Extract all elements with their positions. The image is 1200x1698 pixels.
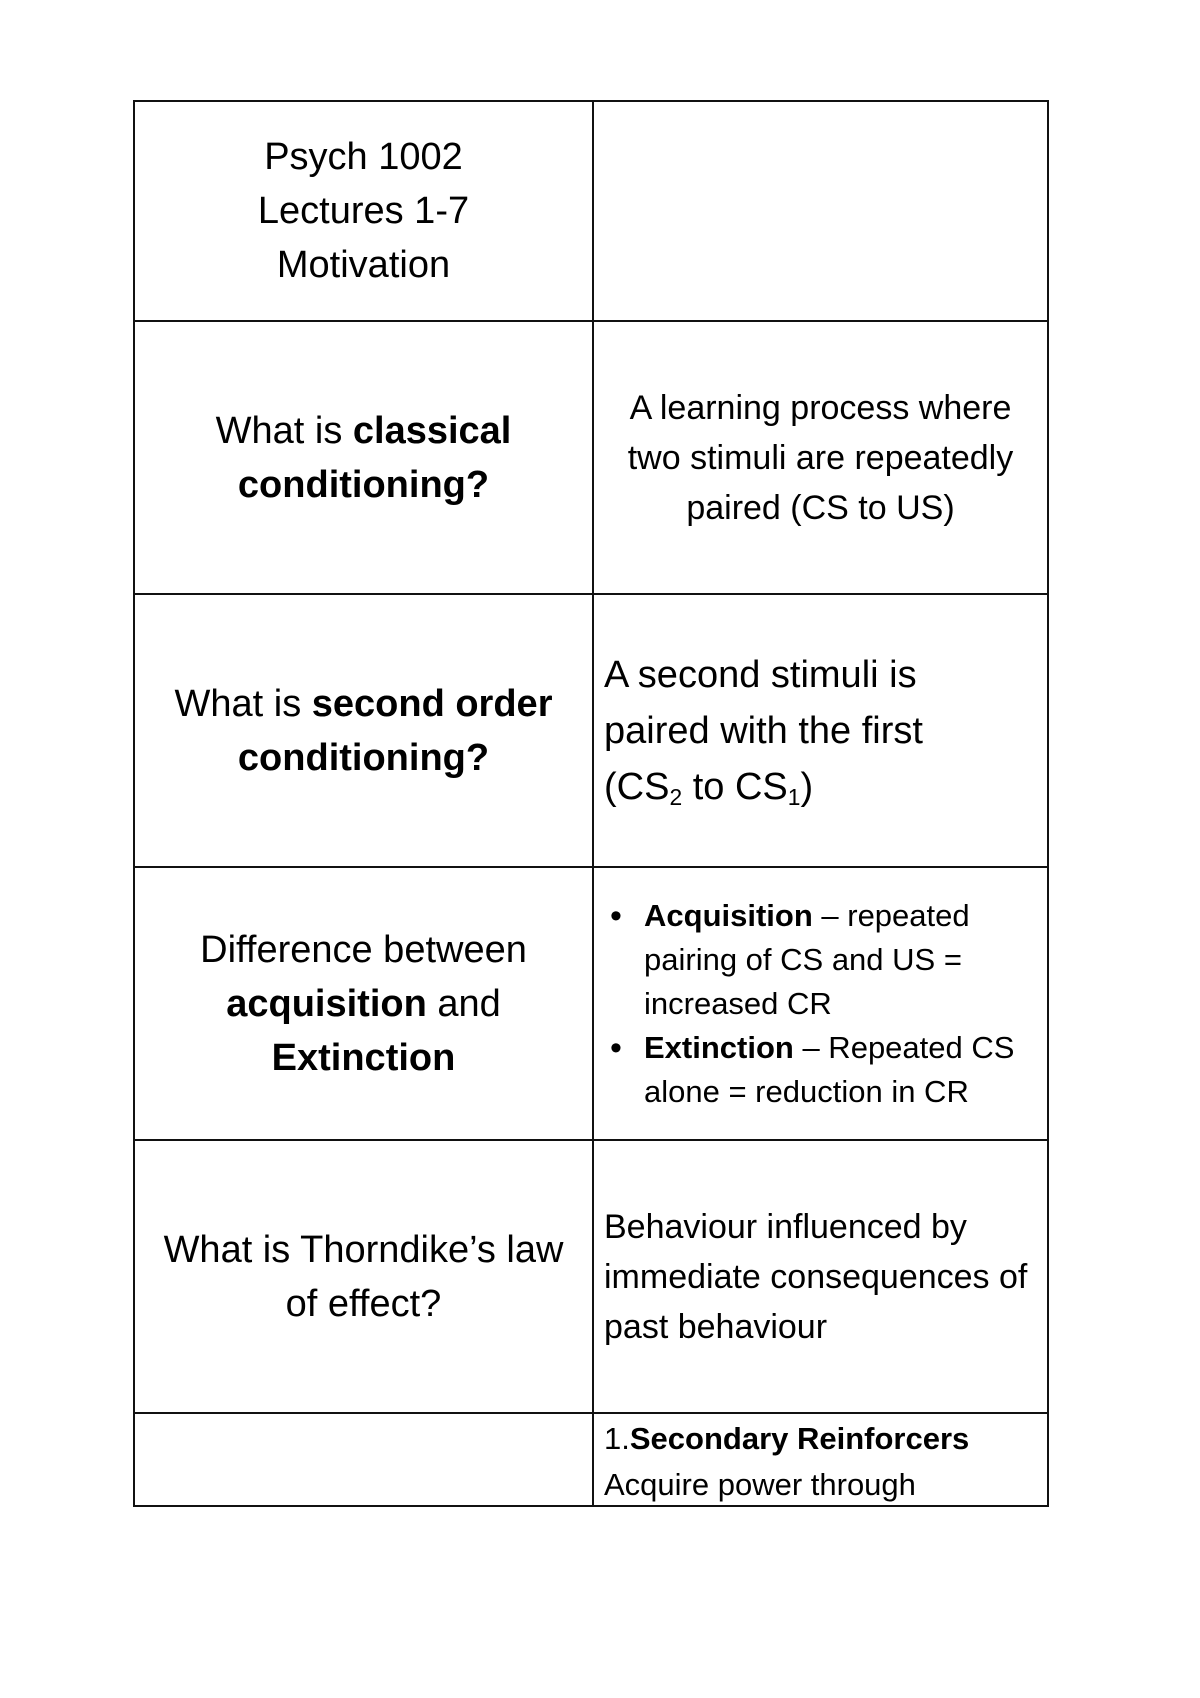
list-item: • Extinction – Repeated CS alone = reduction in CR [604,1026,1037,1114]
lectures-label: Lectures 1-7 [257,190,470,232]
answer-cell [594,1414,1049,1507]
answer-cell [594,322,1049,595]
question-text: What is classical [215,409,512,452]
question-text-bold: conditioning? [237,463,490,506]
table-row [135,868,1049,1141]
flashcard-table [133,100,1049,1507]
empty-answer-cell [594,102,1049,322]
question-text: acquisition and [226,982,501,1025]
question-cell [135,595,594,868]
bullet-list [604,894,1037,1114]
question-cell [135,1141,594,1414]
answer-line: A second stimuli is [604,653,917,696]
question-text-bold: conditioning? [237,736,490,779]
answer-line: ($CS_2$ to $CS_1$) [604,765,814,810]
empty-question-cell [135,1414,594,1507]
table-row [135,322,1049,595]
topic-label: Motivation [276,244,451,286]
table-row [135,1414,1049,1507]
question-text: Difference between [200,928,527,971]
title-cell [135,102,594,322]
answer-cell [594,1141,1049,1414]
table-row [135,102,1049,322]
question-text-bold: Extinction [271,1036,456,1079]
table-row [135,1141,1049,1414]
answer-cell [594,868,1049,1141]
list-item: • Acquisition – repeated pairing of CS and US = increased CR [604,894,1037,1026]
course-title: Psych 1002 [264,136,463,178]
answer-text: A learning process where two stimuli are repeatedly paired (CS to US) [627,388,1014,527]
answer-heading: 1.Secondary Reinforcers [604,1421,970,1456]
answer-text: Behaviour influenced by immediate consequences of past behaviour [604,1207,1028,1346]
answer-line: paired with the first [604,709,923,752]
answer-cell [594,595,1049,868]
answer-text: Acquire power through [604,1467,916,1502]
table-row [135,595,1049,868]
question-text: What is second order [174,682,553,725]
question-text: What is Thorndike’s law of effect? [163,1228,564,1325]
question-cell [135,868,594,1141]
question-cell [135,322,594,595]
